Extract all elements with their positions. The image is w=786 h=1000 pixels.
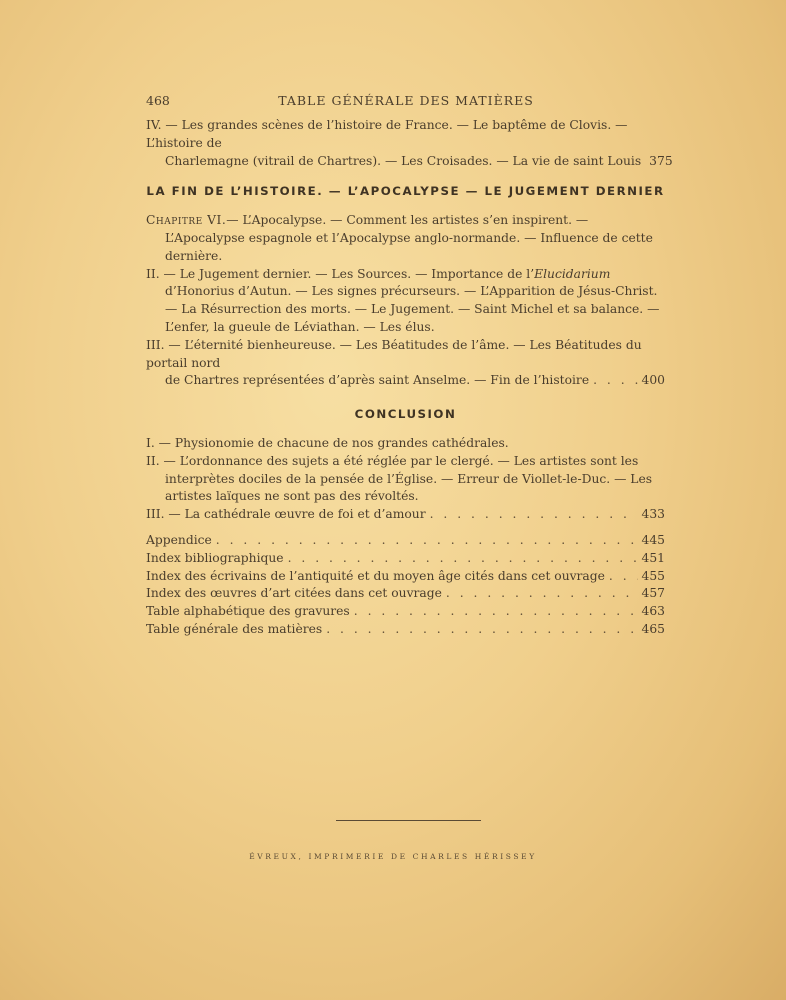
italic-title: Elucidarium: [534, 266, 611, 281]
toc-page-number: 400: [641, 373, 665, 388]
toc-entry-appendix: [146, 532, 665, 550]
dot-leader: [288, 550, 638, 568]
section-heading-conclusion: CONCLUSION: [354, 407, 457, 422]
toc-entry-appendix: [146, 621, 665, 639]
running-head: [146, 93, 666, 111]
toc-entry-appendix: [146, 603, 665, 621]
toc-entry-text: I. — Physionomie de chacune de nos grandes cathédrales.: [146, 435, 509, 450]
toc-entry-text: Table alphabétique des gravures: [146, 604, 350, 619]
toc-page-number: 433: [641, 507, 665, 522]
toc-entry-appendix: [146, 568, 665, 586]
toc-page-number: 451: [641, 550, 665, 565]
toc-entry-text: de Chartres représentées d’après saint Anselme. — Fin de l’histoire: [165, 373, 590, 388]
toc-entry-conclusion-i: [146, 435, 665, 453]
printer-imprint: ÉVREUX, IMPRIMERIE DE CHARLES HÉRISSEY: [249, 852, 537, 861]
dot-leader: [609, 568, 638, 586]
dot-leader: [326, 621, 637, 639]
toc-entry-text: Appendice: [146, 532, 212, 547]
toc-entry-iv: [146, 117, 673, 170]
page-number: 468: [146, 93, 170, 108]
chapter-label: Chapitre VI.: [146, 213, 227, 228]
dot-leader: [216, 532, 638, 550]
toc-entry-text: Index des écrivains de l’antiquité et du moyen âge cités dans cet ouvrage: [146, 568, 605, 583]
dot-leader: [446, 585, 638, 603]
toc-entry-leader-line: [146, 153, 673, 171]
toc-entry-text: Index bibliographique: [146, 550, 284, 565]
toc-page-number: 455: [641, 568, 665, 583]
toc-page-number: 457: [641, 586, 665, 601]
dot-leader: [430, 506, 638, 524]
toc-entry-text: Charlemagne (vitrail de Chartres). — Les Croisades. — La vie de saint Louis: [165, 153, 642, 168]
dot-leader: [354, 603, 638, 621]
table-of-contents: [146, 117, 673, 639]
toc-entry-line: III. — L’éternité bienheureuse. — Les Béatitudes de l’âme. — Les Béatitudes du portail nord: [146, 337, 642, 370]
toc-entry-appendix: [146, 550, 665, 568]
toc-page-number: 375: [649, 153, 673, 168]
running-title: TABLE GÉNÉRALE DES MATIÈRES: [278, 93, 534, 108]
toc-entry-conclusion-iii: [146, 506, 665, 524]
toc-entry-text: Table générale des matières: [146, 621, 323, 636]
toc-entry-line: IV. — Les grandes scènes de l’histoire de France. — Le baptême de Clovis. — L’histoire de: [146, 118, 628, 150]
toc-entry-text: II. — Le Jugement dernier. — Les Sources. — Importance de l’: [146, 266, 535, 281]
toc-entry-text: — L’Apocalypse. — Comment les artistes s’en inspirent. — L’Apocalypse espagnole et l’Apocalypse anglo-normande. — Influence de cette dernière.: [165, 213, 653, 263]
imprint-rule: [336, 820, 481, 821]
toc-entry-text-continued: d’Honorius d’Autun. — Les signes précurseurs. — L’Apparition de Jésus-Christ. — La Résurrection des morts. — Le Jugement. — Saint Michel et sa balance. — L’enfer, la gueule de Léviathan. — Les élus.: [165, 284, 660, 334]
dot-leader: [593, 372, 637, 390]
toc-entry-iii-eternite: [146, 337, 665, 390]
toc-page-number: 463: [641, 604, 665, 619]
toc-entry-conclusion-ii: [146, 453, 665, 506]
toc-entry-chapitre-vi: [146, 212, 665, 265]
toc-entry-ii-jugement: [146, 266, 665, 337]
toc-page-number: 465: [641, 621, 665, 636]
toc-entry-text: Index des œuvres d’art citées dans cet ouvrage: [146, 586, 442, 601]
toc-page-number: 445: [641, 532, 665, 547]
section-heading-fin-histoire: LA FIN DE L’HISTOIRE. — L’APOCALYPSE — LE JUGEMENT DERNIER: [146, 184, 665, 199]
toc-entry-appendix: [146, 585, 665, 603]
toc-entry-text: II. — L’ordonnance des sujets a été réglée par le clergé. — Les artistes sont les interprètes dociles de la pensée de l’Église. — Erreur de Viollet-le-Duc. — Les artistes laïques ne sont pas des révoltés.: [146, 453, 653, 504]
toc-entry-leader-line: [146, 372, 665, 390]
toc-entry-text: III. — La cathédrale œuvre de foi et d’amour: [146, 507, 426, 522]
